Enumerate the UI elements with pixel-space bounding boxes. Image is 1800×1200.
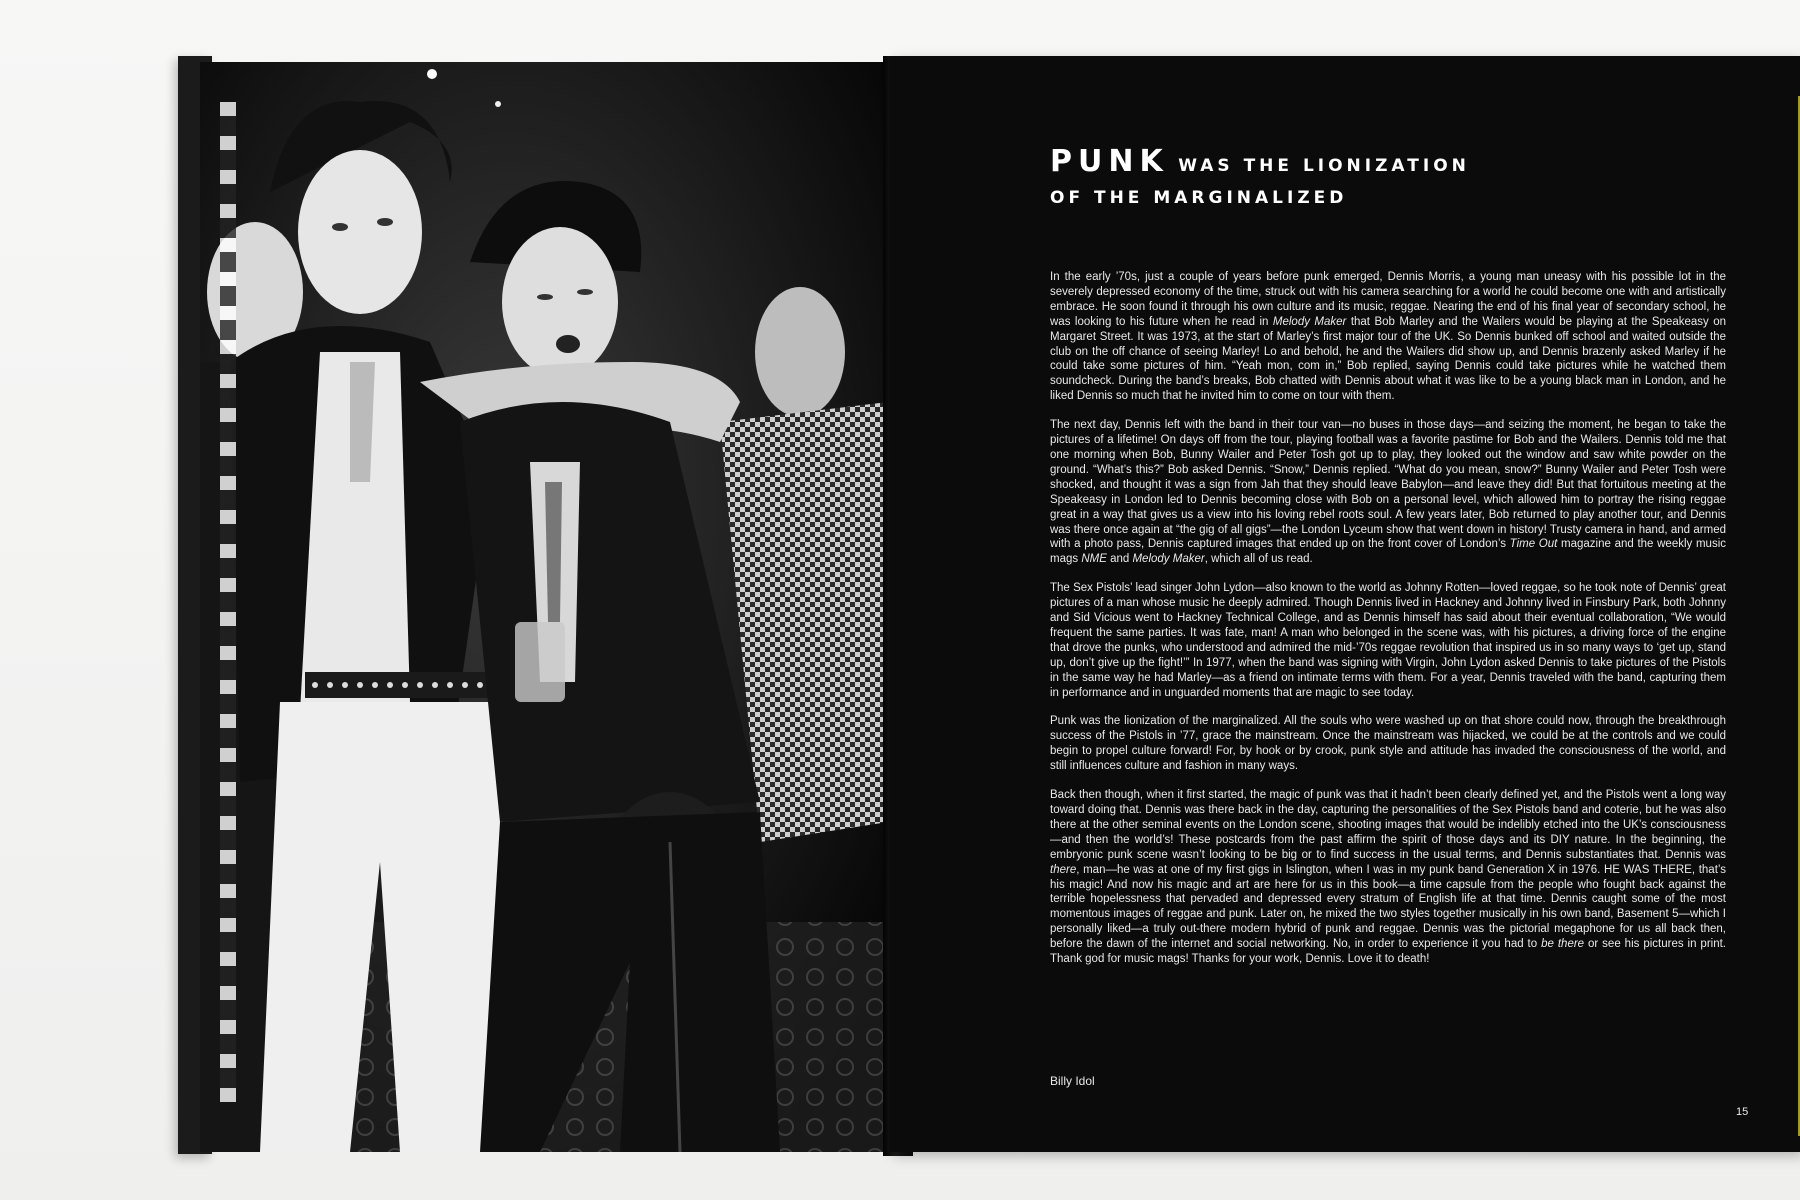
- text-run: that Bob Marley and the Wailers would be playing at the Speakeasy on Margaret Street. It was 1973, at the start of Marley’s first major tour of the UK. So Dennis bunked off school and waited outside the club on the off chance of seeing Marley! Lo and behold, he and the Wailers did show up, and Dennis brazenly asked Marley if he could take some pictures of him. “Yeah mon, com in,” Bob replied, saying Dennis could take pictures while he watched them soundcheck. During the band’s breaks, Bob chatted with Dennis about what it was like to be a young black man in London, and he liked Dennis so much that he invited him to come on tour with them.: [1050, 315, 1726, 403]
- text-run: , man—he was at one of my first gigs in Islington, when I was in my punk band Generation X in 1976. HE WAS THERE, that’s his magic! And now his magic and art are here for us in this book—a time capsule from the people who fought back against the terrible hopelessness that pervaded and depressed every stratum of English life at that time. Dennis caught some of the most momentous images of reggae and punk. Later on, he mixed the two styles together musically in his own band, Basement 5—which I personally liked—a truly out-there modern hybrid of punk and reggae. Dennis was the pictorial megaphone for us all back then, before the dawn of the internet and social networking. No, in order to experience it you had to: [1050, 863, 1726, 951]
- left-page-photo: [200, 62, 888, 1152]
- article-paragraph: [1050, 418, 1726, 567]
- author-signature: Billy Idol: [1050, 1074, 1095, 1088]
- italic-text-run: Time Out: [1509, 538, 1558, 551]
- italic-text-run: Melody Maker: [1132, 553, 1205, 566]
- open-book: [178, 56, 1800, 1156]
- black-and-white-punk-photograph: [200, 62, 888, 1152]
- text-run: The Sex Pistols’ lead singer John Lydon—also known to the world as Johnny Rotten—loved reggae, so he took note of Dennis’ great pictures of a man whose music he deeply admired. Though Dennis lived in Hackney and Johnny lived in Finsbury Park, both Johnny and Sid Vicious went to Hackney Technical College, and as Dennis himself has said about their eventual collaboration, “We would frequent the same parties. It was fate, man! A man who belonged in the scene was, with his pictures, a driving force of the engine that drove the punks, who understood and admired the mid-’70s reggae revolution that inspired us in so many ways to ‘get up, stand up, don’t give up the fight!’” In 1977, when the band was signing with Virgin, John Lydon asked Dennis to take pictures of the Pistols in the same way he had Marley—as a friend on intimate terms with them. For a year, Dennis traveled with the band, capturing them in performance and in unguarded moments that are magic to see today.: [1050, 582, 1726, 699]
- text-run: , which all of us read.: [1204, 553, 1313, 566]
- text-run: Back then though, when it first started, the magic of punk was that it hadn’t been clearly defined yet, and the Pistols went a long way toward doing that. Dennis was there back in the day, capturing the personalities of the Sex Pistols band and coterie, but he was also there at the other seminal events on the London scene, shooting images that would be indelibly etched into the UK’s consciousness—and then the world’s! These postcards from the past affirm the spirit of those days and its DIY nature. In the beginning, the embryonic punk scene wasn’t looking to be big or to find success in the usual terms, and Dennis substantiates that. Dennis was: [1050, 789, 1726, 861]
- heading-line-1: [1050, 146, 1470, 182]
- italic-text-run: there: [1050, 863, 1077, 876]
- article-paragraph: [1050, 581, 1726, 700]
- heading-line-1-rest: WAS THE LIONIZATION: [1178, 156, 1470, 176]
- italic-text-run: NME: [1081, 553, 1107, 566]
- page-number: 15: [1736, 1106, 1749, 1118]
- text-run: In the early ’70s, just a couple of years before punk emerged, Dennis Morris, a young man uneasy with his possible lot in the severely depressed economy of the time, struck out with his camera searching for a world he could become one with and artistically embrace. He soon found it through his own culture and its music, reggae. Nearing the end of his final year of secondary school, he was looking to his future when he read in: [1050, 271, 1726, 328]
- heading-line-2: OF THE MARGINALIZED: [1050, 188, 1348, 208]
- right-page-text: [890, 56, 1800, 1152]
- text-run: magazine and the weekly music mags: [1050, 538, 1726, 566]
- article-paragraph: [1050, 714, 1726, 774]
- film-strip-edge: [220, 102, 236, 1102]
- article-paragraph: [1050, 788, 1726, 967]
- text-run: The next day, Dennis left with the band in their tour van—no buses in those days—and seizing the moment, he began to take the pictures of a lifetime! On days off from the tour, playing football was a favorite pastime for Bob and the Wailers. Dennis told me that one morning when Bob, Bunny Wailer and Peter Tosh got up to play, they looked out the window and saw white powder on the ground. “What’s this?” Bob asked Dennis. “Snow,” Dennis replied. “What do you mean, snow?” Bunny Wailer and Peter Tosh were shocked, and thought it was a sign from Jah that they should leave Babylon—and leave they did! But that fortuitous meeting at the Speakeasy in London led to Dennis becoming close with Bob on a personal level, which allowed him to portray the rising reggae great in a way that gives us a view into his loving rebel roots soul. A few years later, Bob returned to play another tour, and Dennis was there once again at “the gig of all gigs”—the London Lyceum show that went down in history! Trusty camera in hand, and armed with a photo pass, Dennis captured images that ended up on the front cover of London’s: [1050, 419, 1726, 551]
- article-body: [1050, 270, 1726, 981]
- italic-text-run: be there: [1541, 938, 1585, 951]
- heading-word-large: PUNK: [1050, 144, 1169, 179]
- article-heading: [1050, 146, 1470, 214]
- text-run: Punk was the lionization of the marginalized. All the souls who were washed up on that shore could now, through the breakthrough success of the Pistols in ’77, grace the mainstream. Once the mainstream was hijacked, we could be at the controls and we could begin to propel culture forward! For, by hook or by crook, punk style and attitude has invaded the consciousness of the world, and still influences culture and fashion in many ways.: [1050, 715, 1726, 773]
- article-paragraph: [1050, 270, 1726, 404]
- text-run: and: [1106, 553, 1133, 566]
- text-run: or see his pictures in print. Thank god for music mags! Thanks for your work, Dennis. Love it to death!: [1050, 938, 1727, 966]
- italic-text-run: Melody Maker: [1272, 315, 1347, 328]
